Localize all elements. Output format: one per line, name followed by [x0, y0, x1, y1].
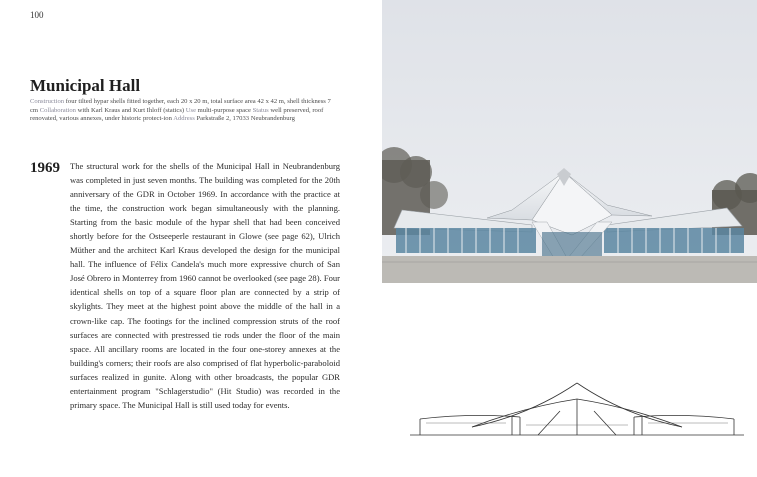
meta-value: four tilted hypar shells fitted together, each 20 x 20 m, total surface area 42 x 42 m, shell thickness 7 cm — [30, 98, 331, 114]
drawing-svg — [410, 375, 744, 445]
meta-value: with Karl Kraus and Kurt Ihloff (statics) — [77, 106, 185, 114]
meta-label: Use — [185, 106, 197, 114]
meta-label: Collaboration — [39, 106, 76, 114]
meta-label: Construction — [30, 98, 65, 105]
meta-label: Status — [252, 106, 269, 114]
facade-left — [396, 228, 536, 253]
article-title: Municipal Hall — [30, 76, 141, 95]
meta-value: well preserved, roof renovated, various annexes, under historic protect-ion — [30, 106, 324, 122]
page-number: 100 — [30, 10, 44, 20]
article-metadata — [30, 98, 338, 124]
meta-value: Parkstraße 2, 17033 Neubrandenburg — [196, 115, 295, 122]
elevation-lines — [410, 383, 744, 435]
meta-label: Address — [173, 115, 195, 122]
entrance-glass — [542, 232, 602, 256]
year-heading: 1969 — [30, 160, 60, 176]
meta-value: multi-purpose space — [197, 106, 251, 114]
photo-svg — [382, 0, 757, 283]
ground — [382, 256, 757, 283]
municipal-hall-photo — [382, 0, 757, 283]
elevation-drawing — [410, 375, 744, 445]
article-body: The structural work for the shells of the Municipal Hall in Neubrandenburg was completed in just seven months. The building was completed for the 20th anniversary of the GDR in October 1969. In accordance with the practice at the time, the construction work began simultaneously with the planning. Starting from the basic module of the hypar shell that had been conceived shortly before for the Ostseeperle restaurant in Glowe (see page 62), Ulrich Müther and the architect Karl Kraus developed the design for the municipal hall. The influence of Félix Candela's much more expressive church of San José Obrero in Monterrey from 1960 cannot be overlooked (see page 28). Four identical shells on top of a square floor plan are connected by a strip of skylights. They meet at the highest point above the middle of the hall in a crown-like cap. The footings for the inclined compression struts of the roof surfaces are connected with prestressed tie rods under the floor of the main space. All ancillary rooms are located in the four one-storey annexes at the building's corners; their roofs are also comprised of flat hyperbolic-paraboloid surfaces realized in gunite. Along with other broadcasts, the popular GDR entertainment program "Schlagerstudio" (Hit Studio) was recorded in the primary space. The Municipal Hall is still used today for events. — [70, 161, 340, 410]
